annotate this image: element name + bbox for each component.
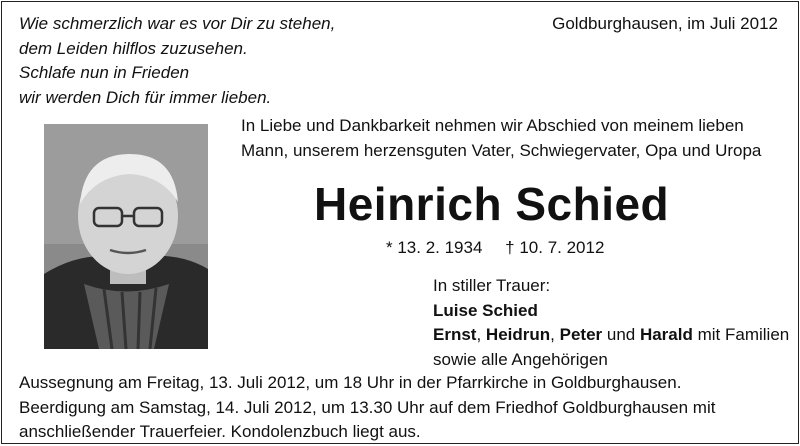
birth-date: * 13. 2. 1934 xyxy=(386,238,483,257)
service-line: Beerdigung am Samstag, 14. Juli 2012, um 13.30 Uhr auf dem Friedhof Goldburghausen mit xyxy=(19,397,716,417)
spouse-line xyxy=(433,299,789,324)
poem xyxy=(19,12,335,110)
intro-text xyxy=(241,114,761,163)
children-line xyxy=(433,323,789,348)
obituary-notice xyxy=(1,1,799,444)
portrait-photo-icon xyxy=(44,124,208,349)
child-name: Heidrun xyxy=(485,325,551,344)
mourners xyxy=(433,274,789,372)
intro-line: In Liebe und Dankbarkeit nehmen wir Abschied von meinem lieben xyxy=(241,116,744,135)
death-date: † 10. 7. 2012 xyxy=(505,238,605,257)
service-line: anschließender Trauerfeier. Kondolenzbuch liegt aus. xyxy=(19,422,421,441)
child-name: Ernst xyxy=(433,325,477,344)
separator: und xyxy=(602,325,640,344)
service-info xyxy=(19,371,715,445)
life-dates xyxy=(386,236,604,260)
separator: , xyxy=(550,325,560,344)
children-suffix: mit Familien xyxy=(692,325,790,344)
spouse-name: Luise Schied xyxy=(433,300,538,320)
service-line: Aussegnung am Freitag, 13. Juli 2012, um 18 Uhr in der Pfarrkirche in Goldburghausen. xyxy=(19,373,682,392)
others-line: sowie alle Angehörigen xyxy=(433,349,608,369)
intro-line: Mann, unserem herzensguten Vater, Schwiegervater, Opa und Uropa xyxy=(241,140,762,160)
mourners-heading: In stiller Trauer: xyxy=(433,276,551,295)
poem-line: wir werden Dich für immer lieben. xyxy=(19,87,272,107)
poem-line: Wie schmerzlich war es vor Dir zu stehen, xyxy=(19,14,336,33)
separator: , xyxy=(476,325,486,344)
child-name: Harald xyxy=(639,325,693,344)
portrait-photo xyxy=(44,124,208,349)
deceased-name: Heinrich Schied xyxy=(314,178,670,230)
place-and-date: Goldburghausen, im Juli 2012 xyxy=(552,14,778,33)
poem-line: dem Leiden hilflos zuzusehen. xyxy=(19,38,248,58)
poem-line: Schlafe nun in Frieden xyxy=(19,63,190,82)
child-name: Peter xyxy=(559,325,603,344)
